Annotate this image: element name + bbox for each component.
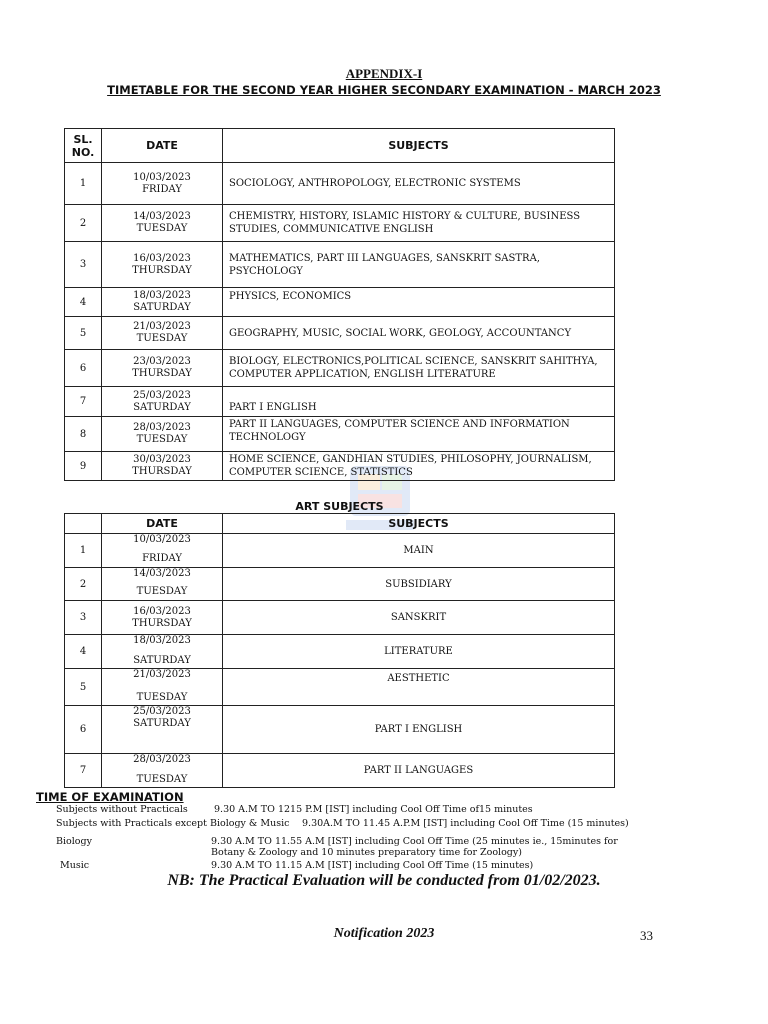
sl-no: 7 (65, 754, 102, 788)
table-row (65, 242, 615, 288)
subjects: PART II LANGUAGES, COMPUTER SCIENCE AND INFORMATION TECHNOLOGY (223, 417, 615, 452)
table-row (65, 387, 615, 417)
sl-no: 4 (65, 635, 102, 669)
art-subjects-title: ART SUBJECTS (295, 500, 384, 513)
date-cell (102, 317, 223, 350)
date: 23/03/2023 (133, 356, 191, 367)
table-row (65, 317, 615, 350)
date: 21/03/2023 (133, 669, 191, 680)
date: 18/03/2023 (133, 290, 191, 301)
day: SATURDAY (133, 655, 191, 666)
table-row (65, 706, 615, 754)
time-text: 9.30 A.M TO 11.55 A.M [IST] including Cool Off Time (25 minutes ie., 15minutes for (211, 836, 618, 847)
table-row (65, 452, 615, 481)
day: TUESDAY (136, 586, 188, 597)
subjects: MATHEMATICS, PART III LANGUAGES, SANSKRIT SASTRA, PSYCHOLOGY (223, 242, 615, 288)
header-subjects: SUBJECTS (223, 129, 615, 163)
page-number: 33 (640, 928, 653, 943)
subjects: BIOLOGY, ELECTRONICS,POLITICAL SCIENCE, SANSKRIT SAHITHYA, COMPUTER APPLICATION, ENGLISH LITERATURE (223, 350, 615, 387)
time-text: 9.30A.M TO 11.45 A.P.M [IST] including Cool Off Time (15 minutes) (302, 818, 629, 829)
header-sl-no: SL. NO. (65, 129, 102, 163)
time-text: 9.30 A.M TO 11.15 A.M [IST] including Cool Off Time (15 minutes) (211, 860, 534, 871)
date: 28/03/2023 (133, 754, 191, 765)
date: 25/03/2023 (133, 389, 191, 401)
date: 16/03/2023 (133, 605, 191, 617)
table-row (65, 601, 615, 635)
header-date: DATE (102, 129, 223, 163)
header-subjects: SUBJECTS (223, 514, 615, 534)
page-title: TIMETABLE FOR THE SECOND YEAR HIGHER SECONDARY EXAMINATION - MARCH 2023 (107, 83, 661, 97)
nb-note: NB: The Practical Evaluation will be conducted from 01/02/2023. (167, 872, 601, 889)
date: 25/03/2023 (133, 706, 191, 717)
time-label: Biology (56, 836, 92, 847)
table-row (65, 417, 615, 452)
footer-notification: Notification 2023 (333, 926, 435, 941)
time-text: 9.30 A.M TO 1215 P.M [IST] including Cool Off Time of15 minutes (214, 804, 533, 815)
date: 16/03/2023 (133, 252, 191, 264)
day: FRIDAY (142, 553, 182, 564)
date-cell (102, 754, 223, 788)
sl-no: 3 (65, 242, 102, 288)
sl-no: 3 (65, 601, 102, 635)
table-row (65, 163, 615, 205)
day: TUESDAY (136, 434, 188, 445)
sl-no: 5 (65, 317, 102, 350)
day: THURSDAY (132, 466, 192, 477)
date-cell (102, 601, 223, 635)
sl-no: 8 (65, 417, 102, 452)
day: THURSDAY (132, 617, 192, 629)
date-cell (102, 205, 223, 242)
sl-no: 1 (65, 534, 102, 568)
day: TUESDAY (136, 774, 188, 785)
header-date: DATE (102, 514, 223, 534)
subjects: CHEMISTRY, HISTORY, ISLAMIC HISTORY & CULTURE, BUSINESS STUDIES, COMMUNICATIVE ENGLISH (223, 205, 615, 242)
day: SATURDAY (133, 718, 191, 729)
date-cell (102, 242, 223, 288)
sl-no: 4 (65, 288, 102, 317)
subjects: SUBSIDIARY (223, 568, 615, 601)
date-cell (102, 387, 223, 417)
date-cell (102, 706, 223, 754)
subjects: GEOGRAPHY, MUSIC, SOCIAL WORK, GEOLOGY, ACCOUNTANCY (223, 317, 615, 350)
date-cell (102, 635, 223, 669)
date-cell (102, 350, 223, 387)
table-row (65, 754, 615, 788)
subjects: PART I ENGLISH (223, 387, 615, 417)
subjects: PART II LANGUAGES (223, 754, 615, 788)
time-label: Subjects with Practicals except Biology & Music (56, 818, 290, 829)
day: THURSDAY (132, 264, 192, 276)
day: THURSDAY (132, 368, 192, 379)
date: 14/03/2023 (133, 211, 191, 222)
date: 18/03/2023 (133, 635, 191, 646)
sl-no: 2 (65, 205, 102, 242)
date-cell (102, 452, 223, 481)
table-row (65, 288, 615, 317)
subjects: HOME SCIENCE, GANDHIAN STUDIES, PHILOSOPHY, JOURNALISM, COMPUTER SCIENCE, STATISTICS (223, 452, 615, 481)
table-row (65, 534, 615, 568)
appendix-label: APPENDIX-I (345, 66, 423, 81)
subjects: AESTHETIC (223, 669, 615, 706)
subjects: LITERATURE (223, 635, 615, 669)
day: SATURDAY (133, 401, 191, 413)
sl-no: 7 (65, 387, 102, 417)
time-label: Subjects without Practicals (56, 804, 188, 815)
subjects: SOCIOLOGY, ANTHROPOLOGY, ELECTRONIC SYSTEMS (223, 163, 615, 205)
date: 14/03/2023 (133, 568, 191, 579)
art-timetable (64, 513, 615, 788)
table-row (65, 635, 615, 669)
table-row (65, 568, 615, 601)
sl-no: 2 (65, 568, 102, 601)
date-cell (102, 163, 223, 205)
subjects: PART I ENGLISH (223, 706, 615, 754)
sl-no: 6 (65, 350, 102, 387)
date-cell (102, 417, 223, 452)
date: 21/03/2023 (133, 321, 191, 332)
table-header-row (65, 129, 615, 163)
table-row (65, 669, 615, 706)
date-cell (102, 669, 223, 706)
time-label: Music (60, 860, 90, 871)
day: SATURDAY (133, 302, 191, 313)
subjects: PHYSICS, ECONOMICS (223, 288, 615, 317)
date-cell (102, 534, 223, 568)
date: 10/03/2023 (133, 171, 191, 183)
sl-no: 6 (65, 706, 102, 754)
date-cell (102, 288, 223, 317)
day: TUESDAY (136, 333, 188, 344)
date: 30/03/2023 (133, 454, 191, 465)
sl-no: 9 (65, 452, 102, 481)
subjects: SANSKRIT (223, 601, 615, 635)
table-header-row (65, 514, 615, 534)
header-sl-no (65, 514, 102, 534)
day: TUESDAY (136, 692, 188, 703)
main-timetable (64, 128, 615, 481)
time-text-continued: Botany & Zoology and 10 minutes preparatory time for Zoology) (211, 847, 522, 858)
date: 10/03/2023 (133, 534, 191, 545)
table-row (65, 205, 615, 242)
day: FRIDAY (142, 183, 182, 195)
date: 28/03/2023 (133, 422, 191, 433)
date-cell (102, 568, 223, 601)
sl-no: 1 (65, 163, 102, 205)
table-row (65, 350, 615, 387)
subjects: MAIN (223, 534, 615, 568)
sl-no: 5 (65, 669, 102, 706)
time-of-examination-heading: TIME OF EXAMINATION (36, 790, 184, 804)
day: TUESDAY (136, 223, 188, 234)
